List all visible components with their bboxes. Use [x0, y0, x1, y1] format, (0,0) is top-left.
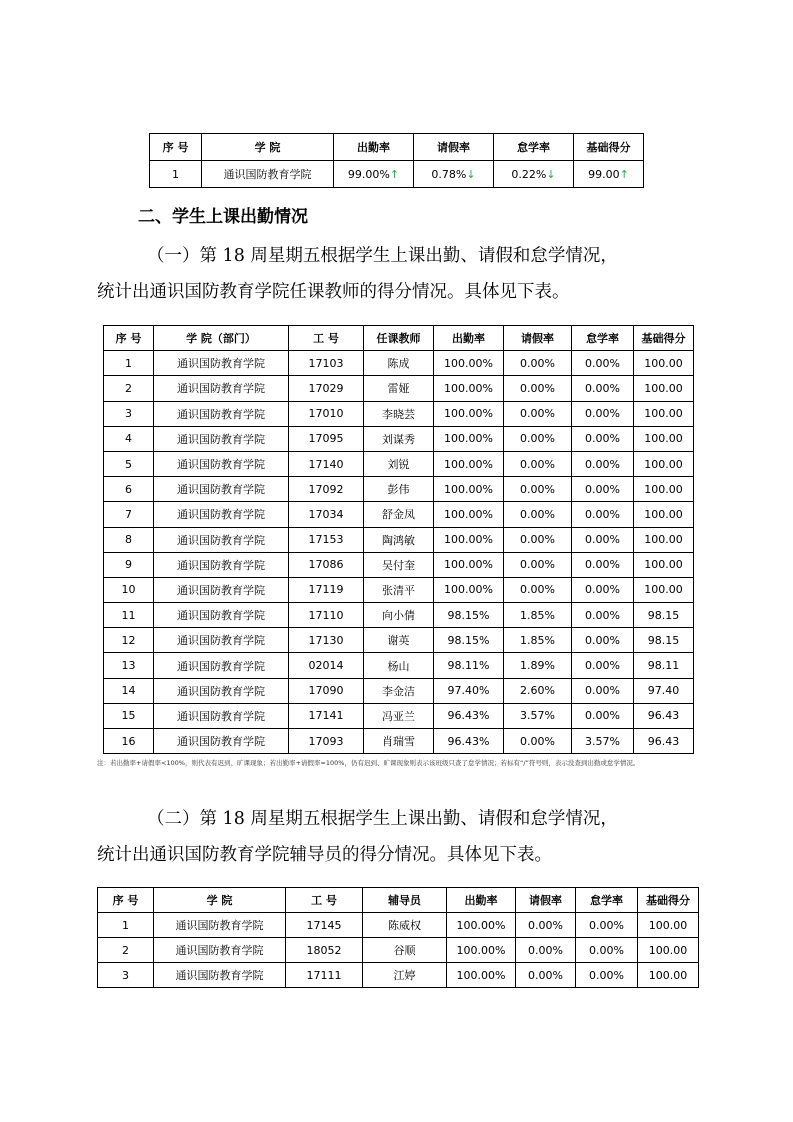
cell-no: 1 [104, 351, 154, 376]
table-row [104, 552, 694, 577]
header-score: 基础得分 [634, 326, 694, 351]
cell-score [574, 161, 644, 188]
cell-no: 10 [104, 577, 154, 602]
cell-leave: 0.00% [504, 552, 572, 577]
cell-leave: 1.89% [504, 653, 572, 678]
cell-truancy [494, 161, 574, 188]
cell-leave [414, 161, 494, 188]
cell-score: 96.43 [634, 729, 694, 754]
cell-name: 刘谋秀 [364, 426, 434, 451]
header-college: 学 院 [202, 134, 334, 161]
header-truancy: 怠学率 [494, 134, 574, 161]
cell-truancy: 3.57% [572, 729, 634, 754]
cell-id: 17093 [289, 729, 364, 754]
cell-leave: 3.57% [504, 703, 572, 728]
cell-no: 3 [98, 963, 154, 988]
table-row [104, 351, 694, 376]
cell-attendance [334, 161, 414, 188]
cell-score: 100.00 [634, 451, 694, 476]
header-college: 学 院 [154, 888, 286, 913]
cell-no: 2 [104, 376, 154, 401]
cell-attendance: 100.00% [447, 938, 516, 963]
cell-id: 17092 [289, 477, 364, 502]
cell-truancy: 0.00% [572, 552, 634, 577]
cell-college: 通识国防教育学院 [154, 603, 289, 628]
cell-attendance: 100.00% [447, 963, 516, 988]
cell-no: 1 [150, 161, 202, 188]
table-row [104, 502, 694, 527]
cell-name: 彭伟 [364, 477, 434, 502]
cell-leave: 0.00% [504, 451, 572, 476]
header-truancy: 怠学率 [576, 888, 638, 913]
cell-truancy: 0.00% [572, 351, 634, 376]
cell-name: 李晓芸 [364, 401, 434, 426]
table-row [104, 376, 694, 401]
cell-name: 杨山 [364, 653, 434, 678]
cell-leave: 0.00% [504, 502, 572, 527]
cell-id: 17090 [289, 678, 364, 703]
header-college: 学 院（部门） [154, 326, 289, 351]
teacher-header-row [104, 326, 694, 351]
cell-truancy: 0.00% [572, 376, 634, 401]
cell-attendance: 100.00% [447, 913, 516, 938]
table-row [98, 938, 699, 963]
cell-score: 100.00 [638, 938, 699, 963]
up-arrow-icon: ↑ [619, 167, 629, 181]
table-row [104, 653, 694, 678]
cell-id: 17153 [289, 527, 364, 552]
cell-no: 15 [104, 703, 154, 728]
cell-attendance: 96.43% [434, 729, 504, 754]
cell-truancy: 0.00% [572, 451, 634, 476]
cell-attendance: 100.00% [434, 426, 504, 451]
cell-name: 陈威权 [363, 913, 447, 938]
cell-attendance: 100.00% [434, 577, 504, 602]
header-attendance: 出勤率 [447, 888, 516, 913]
cell-leave: 0.00% [516, 913, 576, 938]
cell-name: 李金洁 [364, 678, 434, 703]
cell-college: 通识国防教育学院 [154, 577, 289, 602]
cell-score: 100.00 [634, 552, 694, 577]
cell-truancy: 0.00% [572, 502, 634, 527]
table-row [104, 401, 694, 426]
cell-no: 1 [98, 913, 154, 938]
cell-attendance: 97.40% [434, 678, 504, 703]
table-row [98, 913, 699, 938]
cell-score: 100.00 [634, 426, 694, 451]
cell-score: 100.00 [634, 376, 694, 401]
header-no: 序 号 [150, 134, 202, 161]
cell-attendance: 100.00% [434, 351, 504, 376]
header-no: 序 号 [98, 888, 154, 913]
header-leave: 请假率 [516, 888, 576, 913]
cell-id: 17111 [286, 963, 363, 988]
cell-truancy: 0.00% [572, 477, 634, 502]
cell-leave: 0.00% [504, 477, 572, 502]
cell-name: 江婷 [363, 963, 447, 988]
cell-college: 通识国防教育学院 [154, 527, 289, 552]
header-attendance: 出勤率 [434, 326, 504, 351]
cell-leave: 1.85% [504, 628, 572, 653]
cell-id: 17029 [289, 376, 364, 401]
cell-truancy: 0.00% [572, 628, 634, 653]
header-score: 基础得分 [638, 888, 699, 913]
cell-attendance: 100.00% [434, 401, 504, 426]
counselor-table-body [98, 913, 699, 988]
paragraph-line: （二）第 18 周星期五根据学生上课出勤、请假和怠学情况， [147, 809, 618, 829]
paragraph-line: 统计出通识国防教育学院辅导员的得分情况。具体见下表。 [97, 845, 552, 865]
truancy-value: 0.22% [511, 167, 547, 181]
cell-no: 13 [104, 653, 154, 678]
cell-score: 100.00 [634, 401, 694, 426]
cell-id: 17141 [289, 703, 364, 728]
cell-truancy: 0.00% [576, 938, 638, 963]
cell-leave: 1.85% [504, 603, 572, 628]
cell-college: 通识国防教育学院 [154, 653, 289, 678]
cell-leave: 0.00% [516, 938, 576, 963]
cell-score: 100.00 [638, 913, 699, 938]
cell-no: 12 [104, 628, 154, 653]
header-leave: 请假率 [414, 134, 494, 161]
header-attendance: 出勤率 [334, 134, 414, 161]
cell-name: 谢英 [364, 628, 434, 653]
cell-truancy: 0.00% [572, 703, 634, 728]
cell-no: 5 [104, 451, 154, 476]
cell-name: 肖瑞雪 [364, 729, 434, 754]
cell-college: 通识国防教育学院 [154, 477, 289, 502]
cell-no: 16 [104, 729, 154, 754]
cell-college: 通识国防教育学院 [154, 401, 289, 426]
down-arrow-icon: ↓ [466, 167, 476, 181]
cell-score: 97.40 [634, 678, 694, 703]
leave-value: 0.78% [431, 167, 467, 181]
cell-score: 98.15 [634, 628, 694, 653]
cell-id: 17034 [289, 502, 364, 527]
cell-college: 通识国防教育学院 [154, 913, 286, 938]
cell-id: 17103 [289, 351, 364, 376]
down-arrow-icon: ↓ [546, 167, 556, 181]
cell-attendance: 100.00% [434, 527, 504, 552]
cell-name: 张清平 [364, 577, 434, 602]
cell-college: 通识国防教育学院 [154, 351, 289, 376]
cell-no: 3 [104, 401, 154, 426]
cell-leave: 2.60% [504, 678, 572, 703]
up-arrow-icon: ↑ [389, 167, 400, 181]
score-value: 99.00 [588, 167, 620, 181]
header-truancy: 怠学率 [572, 326, 634, 351]
cell-score: 100.00 [634, 577, 694, 602]
table-row [104, 729, 694, 754]
cell-name: 舒金凤 [364, 502, 434, 527]
teacher-table-body [104, 351, 694, 754]
cell-attendance: 100.00% [434, 376, 504, 401]
table-row [104, 603, 694, 628]
paragraph-line: 统计出通识国防教育学院任课教师的得分情况。具体见下表。 [97, 282, 570, 302]
cell-attendance: 98.15% [434, 603, 504, 628]
cell-score: 100.00 [634, 502, 694, 527]
cell-leave: 0.00% [504, 351, 572, 376]
cell-id: 17010 [289, 401, 364, 426]
cell-name: 陈成 [364, 351, 434, 376]
table-row [104, 527, 694, 552]
cell-truancy: 0.00% [572, 653, 634, 678]
paragraph-counselors [97, 801, 697, 873]
cell-leave: 0.00% [504, 729, 572, 754]
header-id: 工 号 [286, 888, 363, 913]
cell-truancy: 0.00% [572, 527, 634, 552]
cell-id: 17145 [286, 913, 363, 938]
cell-id: 18052 [286, 938, 363, 963]
cell-name: 刘锐 [364, 451, 434, 476]
cell-leave: 0.00% [516, 963, 576, 988]
cell-score: 100.00 [634, 351, 694, 376]
attendance-value: 99.00% [347, 167, 390, 181]
table-row [104, 451, 694, 476]
cell-college: 通识国防教育学院 [154, 729, 289, 754]
cell-name: 雷娅 [364, 376, 434, 401]
footnote: 注：若出勤率+请假率<100%，则代表有迟到、旷课现象；若出勤率+请假率=100%，仍有迟到、旷课现象则表示该班级只查了怠学情况；若标有“/”符号则，表示没查到出勤或怠学情况。 [97, 759, 640, 767]
cell-score: 100.00 [638, 963, 699, 988]
table-row [104, 477, 694, 502]
cell-name: 吴付奎 [364, 552, 434, 577]
cell-id: 17130 [289, 628, 364, 653]
counselor-table [97, 887, 699, 988]
cell-no: 4 [104, 426, 154, 451]
cell-no: 11 [104, 603, 154, 628]
cell-college: 通识国防教育学院 [154, 502, 289, 527]
cell-college: 通识国防教育学院 [154, 376, 289, 401]
cell-truancy: 0.00% [576, 963, 638, 988]
cell-truancy: 0.00% [572, 577, 634, 602]
cell-college: 通识国防教育学院 [154, 552, 289, 577]
cell-id: 17095 [289, 426, 364, 451]
cell-attendance: 96.43% [434, 703, 504, 728]
cell-attendance: 98.15% [434, 628, 504, 653]
table-row [104, 577, 694, 602]
cell-score: 98.15 [634, 603, 694, 628]
cell-id: 17086 [289, 552, 364, 577]
summary-row [150, 161, 644, 188]
summary-header-row [150, 134, 644, 161]
cell-leave: 0.00% [504, 401, 572, 426]
cell-truancy: 0.00% [576, 913, 638, 938]
cell-attendance: 98.11% [434, 653, 504, 678]
cell-score: 98.11 [634, 653, 694, 678]
cell-name: 谷顺 [363, 938, 447, 963]
cell-leave: 0.00% [504, 426, 572, 451]
paragraph-line: （一）第 18 周星期五根据学生上课出勤、请假和怠学情况， [147, 246, 618, 266]
cell-attendance: 100.00% [434, 552, 504, 577]
table-row [98, 963, 699, 988]
counselor-header-row [98, 888, 699, 913]
cell-no: 9 [104, 552, 154, 577]
cell-name: 向小倩 [364, 603, 434, 628]
cell-score: 100.00 [634, 477, 694, 502]
cell-college: 通识国防教育学院 [154, 426, 289, 451]
cell-id: 02014 [289, 653, 364, 678]
cell-college: 通识国防教育学院 [154, 938, 286, 963]
cell-college: 通识国防教育学院 [154, 678, 289, 703]
cell-leave: 0.00% [504, 527, 572, 552]
cell-id: 17110 [289, 603, 364, 628]
cell-no: 2 [98, 938, 154, 963]
cell-name: 陶鸿敏 [364, 527, 434, 552]
cell-college: 通识国防教育学院 [154, 963, 286, 988]
cell-name: 冯亚兰 [364, 703, 434, 728]
header-id: 工 号 [289, 326, 364, 351]
cell-college: 通识国防教育学院 [154, 451, 289, 476]
cell-no: 6 [104, 477, 154, 502]
header-teacher: 任课教师 [364, 326, 434, 351]
header-leave: 请假率 [504, 326, 572, 351]
cell-truancy: 0.00% [572, 426, 634, 451]
cell-id: 17119 [289, 577, 364, 602]
table-row [104, 678, 694, 703]
cell-college: 通识国防教育学院 [154, 628, 289, 653]
cell-truancy: 0.00% [572, 678, 634, 703]
cell-truancy: 0.00% [572, 401, 634, 426]
cell-college: 通识国防教育学院 [154, 703, 289, 728]
cell-leave: 0.00% [504, 376, 572, 401]
cell-id: 17140 [289, 451, 364, 476]
cell-leave: 0.00% [504, 577, 572, 602]
cell-attendance: 100.00% [434, 502, 504, 527]
summary-table [149, 133, 644, 188]
cell-attendance: 100.00% [434, 451, 504, 476]
teacher-table [103, 325, 694, 754]
table-row [104, 426, 694, 451]
cell-no: 7 [104, 502, 154, 527]
cell-no: 14 [104, 678, 154, 703]
cell-score: 96.43 [634, 703, 694, 728]
cell-attendance: 100.00% [434, 477, 504, 502]
cell-college: 通识国防教育学院 [202, 161, 334, 188]
section-heading: 二、学生上课出勤情况 [138, 207, 308, 227]
header-no: 序 号 [104, 326, 154, 351]
table-row [104, 628, 694, 653]
table-row [104, 703, 694, 728]
header-score: 基础得分 [574, 134, 644, 161]
cell-no: 8 [104, 527, 154, 552]
header-counselor: 辅导员 [363, 888, 447, 913]
paragraph-teachers [97, 238, 697, 310]
cell-score: 100.00 [634, 527, 694, 552]
cell-truancy: 0.00% [572, 603, 634, 628]
